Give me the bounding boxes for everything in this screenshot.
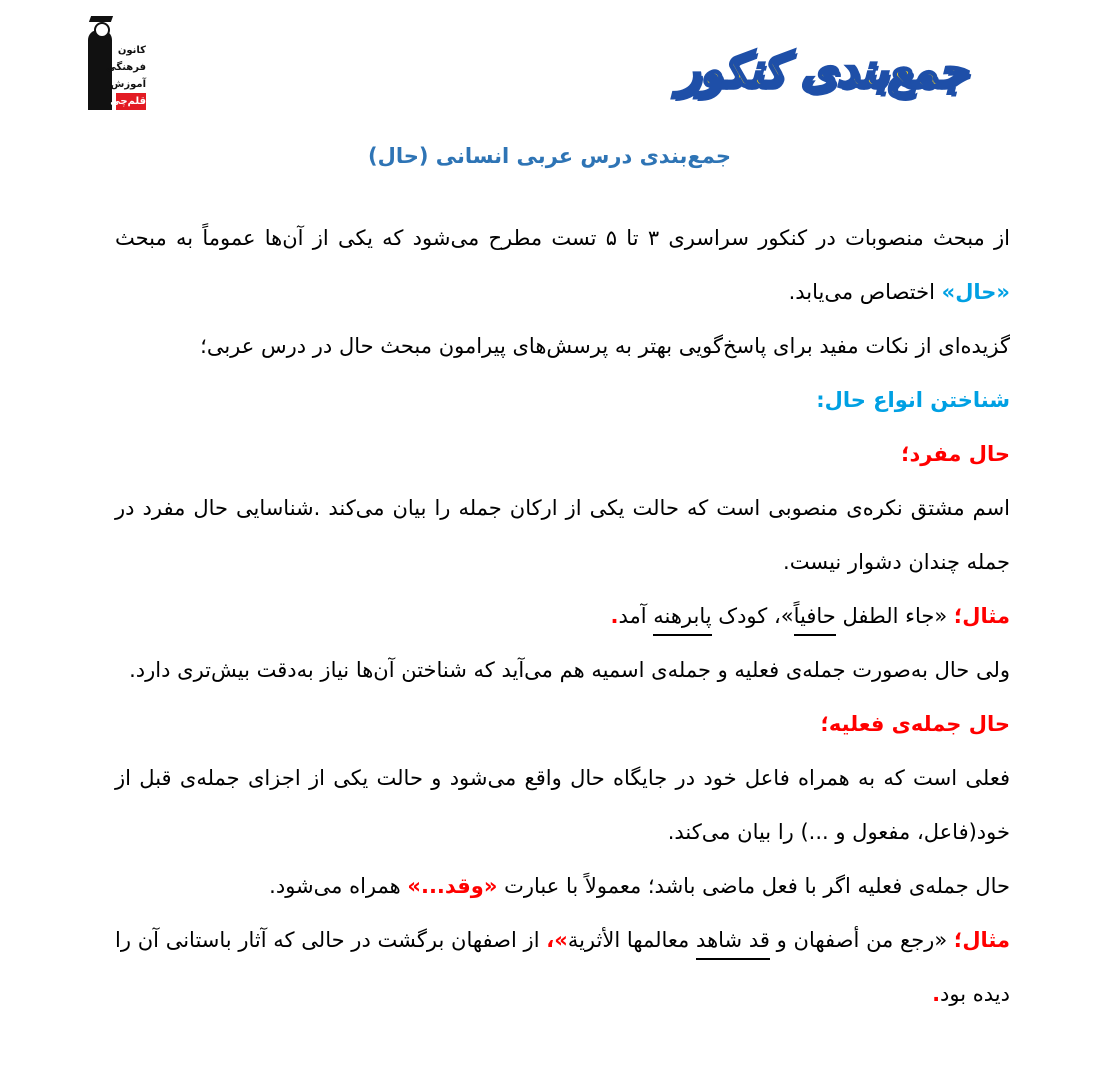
logo-word: قلم‌چی <box>116 93 146 110</box>
underlined-hal: حافیاً <box>794 604 836 636</box>
mufrad-after: ولی حال به‌صورت جمله‌ی فعلیه و جمله‌ی اسمیه هم می‌آید که شناختن آن‌ها نیاز به‌دقت بیش‌تری دارد. <box>129 658 1010 682</box>
filiyya-example <box>115 913 1010 1021</box>
intro-paragraph <box>115 211 1010 319</box>
kanoon-logo <box>88 12 148 112</box>
text: »، <box>773 604 794 628</box>
intro-paragraph-2: گزیده‌ای از نکات مفید برای پاسخ‌گویی بهتر به پرسش‌های پیرامون مبحث حال در درس عربی؛ <box>200 334 1010 358</box>
term-hal: «حال» <box>941 280 1010 304</box>
text: اختصاص می‌یابد. <box>788 280 935 304</box>
text: از مبحث منصوبات در کنکور سراسری ۳ تا ۵ تست مطرح می‌شود که یکی از آن‌ها عموماً به مبحث <box>115 226 1011 250</box>
mufrad-example <box>115 589 1010 643</box>
subheading-filiyya: حال جمله‌ی فعلیه؛ <box>820 712 1010 736</box>
text: . <box>610 604 619 628</box>
text: . <box>932 982 941 1006</box>
text: کودک <box>711 604 768 628</box>
text: حال جمله‌ی فعلیه اگر با فعل ماضی باشد؛ معمولاً با عبارت <box>504 874 1010 898</box>
page-title: جمع‌بندی درس عربی انسانی (حال) <box>368 144 731 168</box>
logo-word: آموزش <box>110 79 146 90</box>
mufrad-body: اسم مشتق نکره‌ی منصوبی است که حالت یکی از ارکان جمله را بیان می‌کند .شناسایی حال مفرد در جمله چندان دشوار نیست. <box>115 496 1010 574</box>
graduate-head-icon <box>94 22 110 38</box>
text: آمد <box>618 604 654 628</box>
text: همراه می‌شود. <box>269 874 401 898</box>
example-label: مثال؛ <box>953 928 1011 952</box>
logo-word: فرهنگی <box>106 62 146 73</box>
underlined-hal: قد شاهد <box>696 928 770 960</box>
subheading-mufrad: حال مفرد؛ <box>901 442 1010 466</box>
text: از اصفهان برگشت در حالی که آثار باستانی آن را دیده بود <box>115 928 1010 1006</box>
underlined-translation: پابرهنه <box>653 604 711 636</box>
jambandi-konkur-logo: جمع‌بندی کنکور <box>677 43 968 97</box>
kanoon-logo-text <box>106 42 146 110</box>
term-waqad: «وقد...» <box>407 874 498 898</box>
example-label: مثال؛ <box>953 604 1010 628</box>
section-heading: شناختن انواع حال: <box>816 388 1010 412</box>
text: »، <box>546 928 568 952</box>
document-body <box>115 211 1010 1021</box>
text: «رجع من أصفهان و <box>769 928 948 952</box>
logo-word: کانون <box>117 45 146 56</box>
text: معالمها الأثرية <box>567 928 697 952</box>
filiyya-rule <box>115 859 1010 913</box>
filiyya-body: فعلی است که به همراه فاعل خود در جایگاه حال واقع می‌شود و حالت یکی از اجزای جمله‌ی قبل از خود(فاعل، مفعول و ...) را بیان می‌کند. <box>115 766 1010 844</box>
text: «جاء الطفل <box>835 604 948 628</box>
